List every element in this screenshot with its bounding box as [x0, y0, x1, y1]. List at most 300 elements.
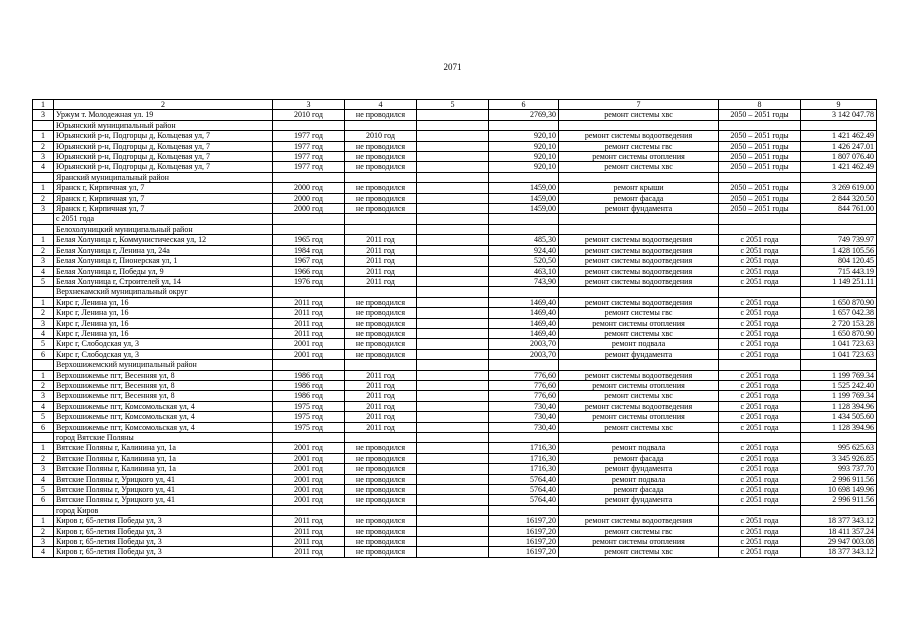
table-row: [33, 391, 877, 401]
address-cell: Киров г, 65-летия Победы ул, 3: [54, 516, 273, 526]
column-5-cell: [417, 453, 489, 463]
last-repair-cell: 2010 год: [345, 131, 417, 141]
empty-cell: [559, 433, 719, 443]
table-row: [33, 495, 877, 505]
build-year-cell: 1976 год: [273, 276, 345, 286]
area-cell: 1716,30: [489, 443, 559, 453]
build-year-cell: 1977 год: [273, 162, 345, 172]
build-year-cell: 1986 год: [273, 380, 345, 390]
table-row: [33, 328, 877, 338]
work-type-cell: ремонт системы гвс: [559, 308, 719, 318]
column-number: 7: [559, 100, 719, 110]
table-row: [33, 141, 877, 151]
cost-cell: 3 345 926.85: [801, 453, 877, 463]
empty-cell: [417, 287, 489, 297]
empty-cell: [559, 214, 719, 224]
column-5-cell: [417, 547, 489, 557]
last-repair-cell: не проводился: [345, 328, 417, 338]
period-cell: с 2051 года: [719, 443, 801, 453]
column-5-cell: [417, 297, 489, 307]
period-cell: с 2051 года: [719, 391, 801, 401]
last-repair-cell: 2011 год: [345, 401, 417, 411]
period-cell: с 2051 года: [719, 349, 801, 359]
row-number: 2: [33, 453, 54, 463]
area-cell: 16197,20: [489, 516, 559, 526]
empty-cell: [273, 287, 345, 297]
row-number: 3: [33, 256, 54, 266]
period-cell: с 2051 года: [719, 474, 801, 484]
area-cell: 1469,40: [489, 308, 559, 318]
work-type-cell: ремонт системы отопления: [559, 537, 719, 547]
column-5-cell: [417, 391, 489, 401]
area-cell: 16197,20: [489, 547, 559, 557]
build-year-cell: 2011 год: [273, 318, 345, 328]
empty-cell: [489, 505, 559, 515]
address-cell: Вятские Поляны г, Урицкого ул, 41: [54, 495, 273, 505]
column-number: 9: [801, 100, 877, 110]
empty-cell: [273, 224, 345, 234]
cost-cell: 3 142 047.78: [801, 110, 877, 120]
last-repair-cell: 2011 год: [345, 380, 417, 390]
area-cell: 2003,70: [489, 349, 559, 359]
cost-cell: 844 761.00: [801, 204, 877, 214]
work-type-cell: ремонт системы водоотведения: [559, 256, 719, 266]
section-title: Юрьянский муниципальный район: [54, 120, 273, 130]
row-number: 1: [33, 297, 54, 307]
last-repair-cell: не проводился: [345, 526, 417, 536]
column-5-cell: [417, 266, 489, 276]
column-5-cell: [417, 276, 489, 286]
row-number: 4: [33, 401, 54, 411]
build-year-cell: 2011 год: [273, 547, 345, 557]
row-number: 2: [33, 380, 54, 390]
empty-cell: [801, 172, 877, 182]
empty-cell: [417, 433, 489, 443]
column-5-cell: [417, 141, 489, 151]
cost-cell: 1 128 394.96: [801, 401, 877, 411]
cost-cell: 2 996 911.56: [801, 474, 877, 484]
section-row: [33, 172, 877, 182]
empty-cell: [417, 224, 489, 234]
empty-cell: [489, 360, 559, 370]
last-repair-cell: не проводился: [345, 339, 417, 349]
column-5-cell: [417, 328, 489, 338]
cost-cell: 18 411 357.24: [801, 526, 877, 536]
work-type-cell: ремонт системы хвс: [559, 547, 719, 557]
area-cell: 2003,70: [489, 339, 559, 349]
section-row: [33, 433, 877, 443]
area-cell: 1459,00: [489, 183, 559, 193]
empty-cell: [719, 120, 801, 130]
empty-cell: [345, 287, 417, 297]
empty-cell: [489, 214, 559, 224]
last-repair-cell: не проводился: [345, 485, 417, 495]
period-cell: с 2051 года: [719, 537, 801, 547]
address-cell: Белая Холуница г, Коммунистическая ул, 12: [54, 235, 273, 245]
address-cell: Верхошижемье пгт, Весенняя ул, 8: [54, 380, 273, 390]
empty-cell: [719, 224, 801, 234]
address-cell: Киров г, 65-летия Победы ул, 3: [54, 537, 273, 547]
empty-cell: [801, 505, 877, 515]
last-repair-cell: 2011 год: [345, 256, 417, 266]
row-number: 2: [33, 308, 54, 318]
empty-cell: [417, 214, 489, 224]
last-repair-cell: не проводился: [345, 141, 417, 151]
work-type-cell: ремонт фундамента: [559, 349, 719, 359]
row-number: 1: [33, 235, 54, 245]
column-5-cell: [417, 349, 489, 359]
empty-cell: [273, 172, 345, 182]
repair-registry-table: [32, 99, 877, 558]
work-type-cell: ремонт системы водоотведения: [559, 235, 719, 245]
table-row: [33, 339, 877, 349]
area-cell: 920,10: [489, 141, 559, 151]
last-repair-cell: не проводился: [345, 537, 417, 547]
table-row: [33, 443, 877, 453]
row-number: 3: [33, 204, 54, 214]
column-number: 6: [489, 100, 559, 110]
empty-cell: [489, 287, 559, 297]
empty-cell: [559, 505, 719, 515]
build-year-cell: 2000 год: [273, 193, 345, 203]
row-number: [33, 505, 54, 515]
area-cell: 730,40: [489, 412, 559, 422]
work-type-cell: ремонт системы водоотведения: [559, 370, 719, 380]
work-type-cell: ремонт фасада: [559, 453, 719, 463]
column-5-cell: [417, 245, 489, 255]
work-type-cell: ремонт системы хвс: [559, 422, 719, 432]
empty-cell: [801, 287, 877, 297]
address-cell: Кирс г, Слободская ул, 3: [54, 349, 273, 359]
table-row: [33, 297, 877, 307]
work-type-cell: ремонт системы гвс: [559, 526, 719, 536]
period-cell: с 2051 года: [719, 464, 801, 474]
row-number: 1: [33, 370, 54, 380]
row-number: 3: [33, 318, 54, 328]
cost-cell: 18 377 343.12: [801, 516, 877, 526]
empty-cell: [417, 360, 489, 370]
build-year-cell: 2011 год: [273, 297, 345, 307]
address-cell: Кирс г, Ленина ул, 16: [54, 308, 273, 318]
column-number: 8: [719, 100, 801, 110]
empty-cell: [417, 172, 489, 182]
area-cell: 924,40: [489, 245, 559, 255]
column-5-cell: [417, 401, 489, 411]
last-repair-cell: 2011 год: [345, 370, 417, 380]
column-5-cell: [417, 183, 489, 193]
section-title: Белохолуницкий муниципальный район: [54, 224, 273, 234]
empty-cell: [719, 214, 801, 224]
table-row: [33, 547, 877, 557]
column-number: 4: [345, 100, 417, 110]
column-number: 3: [273, 100, 345, 110]
section-title: Верхошижемский муниципальный район: [54, 360, 273, 370]
cost-cell: 10 698 149.96: [801, 485, 877, 495]
empty-cell: [273, 505, 345, 515]
empty-cell: [719, 433, 801, 443]
table-row: [33, 485, 877, 495]
empty-cell: [559, 224, 719, 234]
area-cell: 5764,40: [489, 495, 559, 505]
last-repair-cell: не проводился: [345, 443, 417, 453]
last-repair-cell: не проводился: [345, 453, 417, 463]
period-cell: с 2051 года: [719, 485, 801, 495]
table-row: [33, 526, 877, 536]
cost-cell: 1 650 870.90: [801, 297, 877, 307]
cost-cell: 993 737.70: [801, 464, 877, 474]
area-cell: 730,40: [489, 422, 559, 432]
area-cell: 485,30: [489, 235, 559, 245]
column-number: 1: [33, 100, 54, 110]
row-number: [33, 433, 54, 443]
build-year-cell: 2001 год: [273, 485, 345, 495]
last-repair-cell: не проводился: [345, 183, 417, 193]
row-number: 1: [33, 516, 54, 526]
table-row: [33, 318, 877, 328]
address-cell: Белая Холуница г, Ленина ул, 24а: [54, 245, 273, 255]
area-cell: 743,90: [489, 276, 559, 286]
period-cell: с 2051 года: [719, 256, 801, 266]
area-cell: 1459,00: [489, 204, 559, 214]
column-5-cell: [417, 204, 489, 214]
address-cell: Вятские Поляны г, Урицкого ул, 41: [54, 485, 273, 495]
cost-cell: 1 421 462.49: [801, 162, 877, 172]
period-cell: с 2051 года: [719, 422, 801, 432]
period-cell: с 2051 года: [719, 412, 801, 422]
work-type-cell: ремонт фундамента: [559, 495, 719, 505]
area-cell: 920,10: [489, 131, 559, 141]
cost-cell: 1 434 505.60: [801, 412, 877, 422]
row-number: 6: [33, 422, 54, 432]
empty-cell: [489, 172, 559, 182]
work-type-cell: ремонт фасада: [559, 485, 719, 495]
empty-cell: [801, 360, 877, 370]
area-cell: 1716,30: [489, 464, 559, 474]
build-year-cell: 2001 год: [273, 443, 345, 453]
empty-cell: [801, 214, 877, 224]
cost-cell: 18 377 343.12: [801, 547, 877, 557]
address-cell: Вятские Поляны г, Калинина ул, 1а: [54, 464, 273, 474]
column-5-cell: [417, 256, 489, 266]
last-repair-cell: 2011 год: [345, 245, 417, 255]
section-row: [33, 224, 877, 234]
table-row: [33, 131, 877, 141]
empty-cell: [345, 433, 417, 443]
column-5-cell: [417, 162, 489, 172]
empty-cell: [719, 505, 801, 515]
column-number: 2: [54, 100, 273, 110]
table-row: [33, 204, 877, 214]
work-type-cell: ремонт системы водоотведения: [559, 297, 719, 307]
work-type-cell: ремонт системы отопления: [559, 380, 719, 390]
work-type-cell: ремонт системы отопления: [559, 412, 719, 422]
cost-cell: 3 269 619.00: [801, 183, 877, 193]
build-year-cell: 1967 год: [273, 256, 345, 266]
empty-cell: [417, 120, 489, 130]
build-year-cell: 1984 год: [273, 245, 345, 255]
empty-cell: [559, 172, 719, 182]
work-type-cell: ремонт подвала: [559, 339, 719, 349]
cost-cell: 2 996 911.56: [801, 495, 877, 505]
table-row: [33, 401, 877, 411]
area-cell: 16197,20: [489, 526, 559, 536]
period-cell: 2050 – 2051 годы: [719, 193, 801, 203]
column-5-cell: [417, 339, 489, 349]
period-cell: с 2051 года: [719, 276, 801, 286]
build-year-cell: 2001 год: [273, 453, 345, 463]
cost-cell: 995 625.63: [801, 443, 877, 453]
table-row: [33, 183, 877, 193]
period-cell: с 2051 года: [719, 370, 801, 380]
cost-cell: 1 128 394.96: [801, 422, 877, 432]
build-year-cell: 1977 год: [273, 141, 345, 151]
cost-cell: 1 426 247.01: [801, 141, 877, 151]
section-title: Верхнекамский муниципальный округ: [54, 287, 273, 297]
cost-cell: 1 041 723.63: [801, 339, 877, 349]
cost-cell: 1 525 242.40: [801, 380, 877, 390]
last-repair-cell: не проводился: [345, 349, 417, 359]
row-number: [33, 360, 54, 370]
table-row: [33, 276, 877, 286]
build-year-cell: 2000 год: [273, 183, 345, 193]
last-repair-cell: не проводился: [345, 318, 417, 328]
table-row: [33, 537, 877, 547]
column-5-cell: [417, 308, 489, 318]
empty-cell: [273, 360, 345, 370]
work-type-cell: ремонт системы отопления: [559, 152, 719, 162]
section-title: Яранский муниципальный район: [54, 172, 273, 182]
period-cell: 2050 – 2051 годы: [719, 110, 801, 120]
work-type-cell: ремонт системы хвс: [559, 162, 719, 172]
work-type-cell: ремонт фасада: [559, 193, 719, 203]
row-number: 3: [33, 464, 54, 474]
column-5-cell: [417, 516, 489, 526]
address-cell: Кирс г, Слободская ул, 3: [54, 339, 273, 349]
last-repair-cell: не проводился: [345, 204, 417, 214]
address-cell: Яранск г, Кирпичная ул, 7: [54, 183, 273, 193]
build-year-cell: 2001 год: [273, 474, 345, 484]
row-number: 5: [33, 485, 54, 495]
area-cell: 1469,40: [489, 297, 559, 307]
section-title: город Киров: [54, 505, 273, 515]
area-cell: 920,10: [489, 162, 559, 172]
row-number: 6: [33, 495, 54, 505]
empty-cell: [559, 120, 719, 130]
period-cell: 2050 – 2051 годы: [719, 162, 801, 172]
column-number: 5: [417, 100, 489, 110]
work-type-cell: ремонт системы водоотведения: [559, 276, 719, 286]
area-cell: 2769,30: [489, 110, 559, 120]
address-cell: Вятские Поляны г, Урицкого ул, 41: [54, 474, 273, 484]
last-repair-cell: 2011 год: [345, 235, 417, 245]
column-5-cell: [417, 380, 489, 390]
area-cell: 920,10: [489, 152, 559, 162]
work-type-cell: ремонт системы хвс: [559, 328, 719, 338]
period-cell: с 2051 года: [719, 318, 801, 328]
row-number: 5: [33, 276, 54, 286]
column-5-cell: [417, 464, 489, 474]
row-number: [33, 172, 54, 182]
area-cell: 1459,00: [489, 193, 559, 203]
area-cell: 5764,40: [489, 485, 559, 495]
row-number: [33, 224, 54, 234]
table-row: [33, 162, 877, 172]
last-repair-cell: 2011 год: [345, 276, 417, 286]
address-cell: Вятские Поляны г, Калинина ул, 1а: [54, 443, 273, 453]
column-5-cell: [417, 526, 489, 536]
build-year-cell: 1977 год: [273, 152, 345, 162]
work-type-cell: ремонт системы водоотведения: [559, 401, 719, 411]
work-type-cell: ремонт системы хвс: [559, 391, 719, 401]
column-5-cell: [417, 495, 489, 505]
row-number: 3: [33, 391, 54, 401]
table-row: [33, 110, 877, 120]
empty-cell: [489, 120, 559, 130]
last-repair-cell: 2011 год: [345, 422, 417, 432]
area-cell: 730,40: [489, 401, 559, 411]
row-number: 4: [33, 162, 54, 172]
last-repair-cell: не проводился: [345, 547, 417, 557]
build-year-cell: 1986 год: [273, 391, 345, 401]
address-cell: Киров г, 65-летия Победы ул, 3: [54, 547, 273, 557]
work-type-cell: ремонт фундамента: [559, 204, 719, 214]
column-5-cell: [417, 370, 489, 380]
address-cell: Уржум т. Молодежная ул. 19: [54, 110, 273, 120]
period-cell: с 2051 года: [719, 453, 801, 463]
work-type-cell: ремонт системы водоотведения: [559, 266, 719, 276]
address-cell: Киров г, 65-летия Победы ул, 3: [54, 526, 273, 536]
row-number: [33, 214, 54, 224]
row-number: 6: [33, 349, 54, 359]
row-number: 2: [33, 526, 54, 536]
build-year-cell: 2011 год: [273, 328, 345, 338]
row-number: [33, 120, 54, 130]
cost-cell: 1 428 105.56: [801, 245, 877, 255]
section-title: город Вятские Поляны: [54, 433, 273, 443]
period-cell: 2050 – 2051 годы: [719, 141, 801, 151]
address-cell: Верхошижемье пгт, Комсомольская ул, 4: [54, 412, 273, 422]
table-row: [33, 453, 877, 463]
table-row: [33, 308, 877, 318]
cost-cell: 804 120.45: [801, 256, 877, 266]
area-cell: 776,60: [489, 391, 559, 401]
last-repair-cell: не проводился: [345, 308, 417, 318]
row-number: 1: [33, 183, 54, 193]
last-repair-cell: не проводился: [345, 516, 417, 526]
last-repair-cell: не проводился: [345, 464, 417, 474]
last-repair-cell: 2011 год: [345, 266, 417, 276]
column-5-cell: [417, 152, 489, 162]
last-repair-cell: 2011 год: [345, 391, 417, 401]
empty-cell: [801, 433, 877, 443]
table-row: [33, 266, 877, 276]
cost-cell: 715 443.19: [801, 266, 877, 276]
table-row: [33, 380, 877, 390]
empty-cell: [489, 224, 559, 234]
area-cell: 520,50: [489, 256, 559, 266]
last-repair-cell: 2011 год: [345, 412, 417, 422]
build-year-cell: 1977 год: [273, 131, 345, 141]
row-number: 4: [33, 266, 54, 276]
area-cell: 1716,30: [489, 453, 559, 463]
area-cell: 1469,40: [489, 328, 559, 338]
empty-cell: [489, 433, 559, 443]
address-cell: Верхошижемье пгт, Комсомольская ул, 4: [54, 401, 273, 411]
build-year-cell: 2001 год: [273, 464, 345, 474]
column-5-cell: [417, 193, 489, 203]
address-cell: Яранск г, Кирпичная ул, 7: [54, 193, 273, 203]
last-repair-cell: не проводился: [345, 193, 417, 203]
